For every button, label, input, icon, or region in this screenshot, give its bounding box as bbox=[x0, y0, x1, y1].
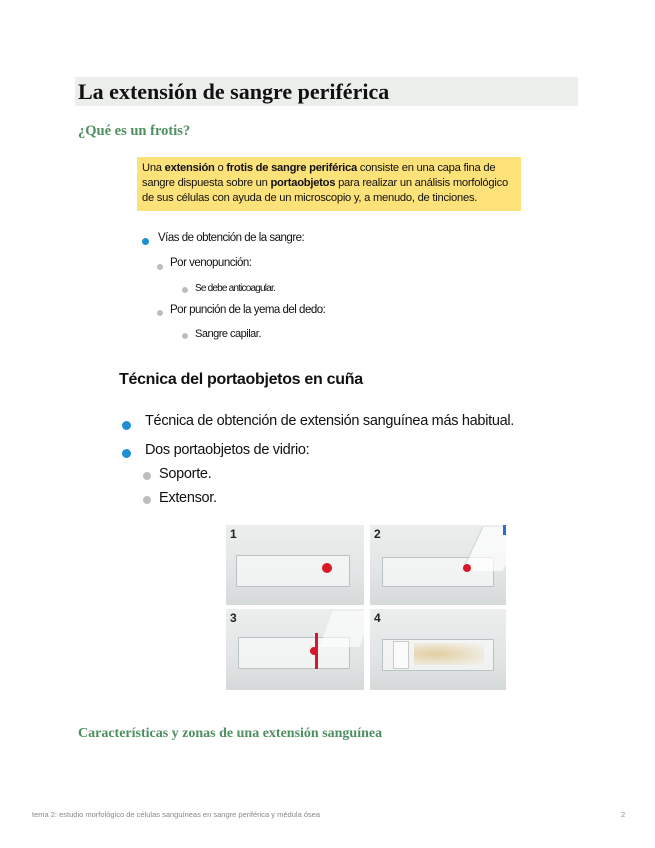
vias-yema: Por punción de la yema del dedo: bbox=[170, 304, 326, 316]
photo-step-1 bbox=[226, 525, 364, 605]
glass-slide bbox=[236, 555, 350, 587]
bullet-blue-icon bbox=[142, 238, 149, 245]
def-bold-frotis: frotis de sangre periférica bbox=[226, 162, 357, 174]
bullet-blue-icon bbox=[122, 449, 131, 458]
def-text-1: Una bbox=[142, 162, 165, 174]
bullet-gray-icon bbox=[182, 287, 188, 293]
bullet-gray-icon bbox=[182, 333, 188, 339]
tecnica-title: Técnica del portaobjetos en cuña bbox=[119, 371, 363, 388]
tecnica-item-2: Dos portaobjetos de vidrio: bbox=[145, 442, 310, 458]
bullet-gray-icon bbox=[157, 264, 163, 270]
bullet-gray-icon bbox=[143, 472, 151, 480]
vias-capilar: Sangre capilar. bbox=[195, 328, 261, 340]
photo-number: 2 bbox=[374, 527, 381, 541]
photo-number: 3 bbox=[230, 611, 237, 625]
tecnica-item-1: Técnica de obtención de extensión sanguínea más habitual. bbox=[145, 413, 515, 429]
bullet-gray-icon bbox=[157, 310, 163, 316]
bullet-gray-icon bbox=[143, 496, 151, 504]
def-text-2: o bbox=[214, 162, 227, 174]
slide-edge-marker bbox=[503, 525, 506, 535]
blood-drop-icon bbox=[322, 563, 332, 573]
frosted-label-area bbox=[393, 641, 409, 669]
photo-step-3 bbox=[226, 609, 364, 690]
blood-drop-icon bbox=[463, 564, 471, 572]
photo-number: 1 bbox=[230, 527, 237, 541]
heading-frotis: ¿Qué es un frotis? bbox=[78, 123, 191, 139]
vias-venopuncion: Por venopunción: bbox=[170, 257, 252, 269]
footer-text: tema 2: estudio morfológico de células sanguíneas en sangre periférica y médula ósea bbox=[32, 810, 321, 819]
def-bold-extension: extensión bbox=[164, 162, 215, 174]
def-text-4: para realizar un análisis morfológico de sus células con ayuda de un microscopio y, a menudo, de tinciones. bbox=[142, 177, 508, 204]
def-text-3: consiste en una capa fina de sangre dispuesta sobre un bbox=[142, 162, 496, 189]
tecnica-sub-soporte: Soporte. bbox=[159, 466, 212, 482]
photo-step-2 bbox=[370, 525, 506, 605]
heading-caracteristicas: Características y zonas de una extensión sanguínea bbox=[78, 726, 383, 741]
photo-number: 4 bbox=[374, 611, 381, 625]
photo-step-4 bbox=[370, 609, 506, 690]
tecnica-sub-extensor: Extensor. bbox=[159, 490, 217, 506]
bullet-blue-icon bbox=[122, 421, 131, 430]
definition-box bbox=[137, 157, 521, 211]
blood-drop-icon bbox=[310, 647, 318, 655]
page-title: La extensión de sangre periférica bbox=[78, 79, 390, 104]
vias-anticoagular: Se debe anticoagular. bbox=[195, 283, 275, 294]
page-number: 2 bbox=[621, 810, 626, 819]
blood-smear bbox=[414, 643, 484, 665]
def-bold-portaobjetos: portaobjetos bbox=[270, 177, 336, 189]
vias-label: Vías de obtención de la sangre: bbox=[158, 232, 305, 244]
